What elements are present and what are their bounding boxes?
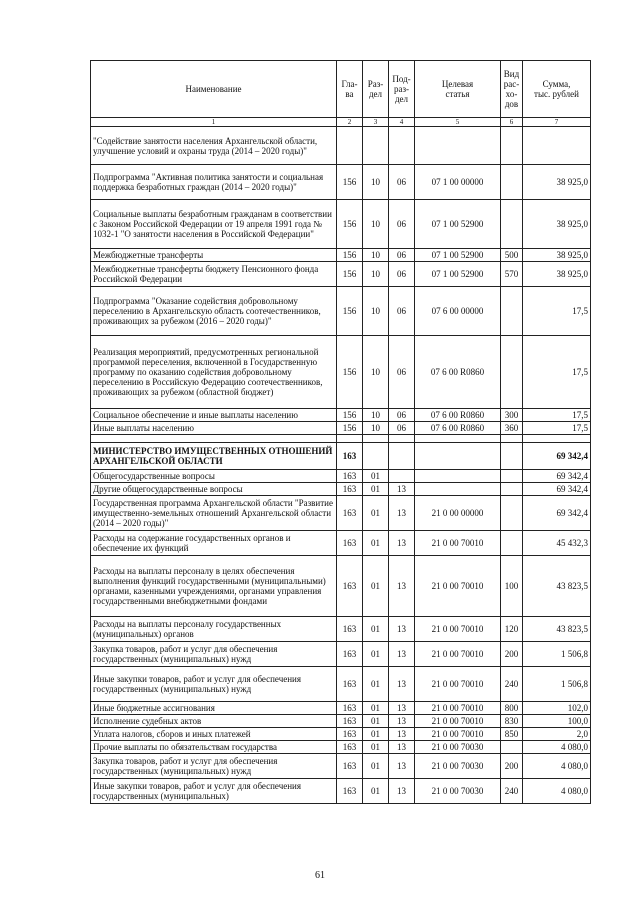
cell-glava: 163 <box>337 617 363 642</box>
cell-celevaya-statya: 21 0 00 70010 <box>415 556 501 617</box>
cell-celevaya-statya: 07 6 00 R0860 <box>415 409 501 422</box>
cell-podrazdel <box>389 443 415 470</box>
column-number: 3 <box>363 118 389 127</box>
cell-podrazdel: 06 <box>389 249 415 262</box>
cell-summa: 4 080,0 <box>523 779 591 804</box>
cell-podrazdel: 06 <box>389 287 415 336</box>
spacer-cell <box>501 435 523 443</box>
table-row <box>91 496 591 531</box>
cell-name: Уплата налогов, сборов и иных платежей <box>91 728 337 741</box>
cell-summa: 4 080,0 <box>523 754 591 779</box>
cell-name: Прочие выплаты по обязательствам государства <box>91 741 337 754</box>
cell-podrazdel: 06 <box>389 409 415 422</box>
cell-podrazdel <box>389 470 415 483</box>
cell-celevaya-statya <box>415 470 501 483</box>
cell-celevaya-statya <box>415 127 501 165</box>
table-body <box>91 127 591 804</box>
cell-name: Государственная программа Архангельской области "Развитие имущественно-земельных отношений Архангельской области (2014 – 2020 годы)" <box>91 496 337 531</box>
table-row <box>91 779 591 804</box>
column-number-row <box>91 118 591 127</box>
header-razdel: Раз- дел <box>363 61 389 118</box>
cell-podrazdel <box>389 127 415 165</box>
table-row <box>91 127 591 165</box>
cell-glava <box>337 127 363 165</box>
cell-podrazdel: 06 <box>389 262 415 287</box>
spacer-row <box>91 435 591 443</box>
table-row <box>91 483 591 496</box>
cell-glava: 156 <box>337 336 363 409</box>
table-row <box>91 470 591 483</box>
table-row <box>91 249 591 262</box>
header-glava: Гла- ва <box>337 61 363 118</box>
cell-podrazdel: 13 <box>389 741 415 754</box>
cell-razdel: 01 <box>363 741 389 754</box>
cell-razdel: 10 <box>363 336 389 409</box>
cell-razdel <box>363 443 389 470</box>
table-row <box>91 617 591 642</box>
cell-name: "Содействие занятости населения Архангельской области, улучшение условий и охраны труда (2014 – 2020 годы)" <box>91 127 337 165</box>
spacer-cell <box>337 435 363 443</box>
cell-vid-rashodov: 200 <box>501 754 523 779</box>
cell-razdel: 10 <box>363 249 389 262</box>
column-number: 4 <box>389 118 415 127</box>
cell-name: Иные выплаты населению <box>91 422 337 435</box>
cell-name: МИНИСТЕРСТВО ИМУЩЕСТВЕННЫХ ОТНОШЕНИЙ АРХАНГЕЛЬСКОЙ ОБЛАСТИ <box>91 443 337 470</box>
cell-podrazdel: 13 <box>389 642 415 667</box>
cell-vid-rashodov: 360 <box>501 422 523 435</box>
cell-name: Реализация мероприятий, предусмотренных региональной программой переселения, включенной в Государственную программу по оказанию содействия добровольному переселению в Российскую Федерацию соотечественников, проживающих за рубежом (областной бюджет) <box>91 336 337 409</box>
cell-celevaya-statya: 21 0 00 70030 <box>415 754 501 779</box>
cell-summa: 69 342,4 <box>523 483 591 496</box>
cell-glava: 163 <box>337 556 363 617</box>
cell-glava: 163 <box>337 741 363 754</box>
cell-celevaya-statya: 07 1 00 00000 <box>415 165 501 200</box>
cell-vid-rashodov: 850 <box>501 728 523 741</box>
cell-podrazdel: 13 <box>389 617 415 642</box>
cell-name: Закупка товаров, работ и услуг для обеспечения государственных (муниципальных) нужд <box>91 754 337 779</box>
table-row <box>91 422 591 435</box>
cell-razdel: 01 <box>363 617 389 642</box>
cell-razdel: 10 <box>363 165 389 200</box>
cell-name: Подпрограмма "Активная политика занятости и социальная поддержка безработных граждан (2014 – 2020 годы)" <box>91 165 337 200</box>
cell-vid-rashodov <box>501 127 523 165</box>
cell-name: Закупка товаров, работ и услуг для обеспечения государственных (муниципальных) нужд <box>91 642 337 667</box>
cell-podrazdel: 06 <box>389 422 415 435</box>
cell-summa: 69 342,4 <box>523 470 591 483</box>
cell-vid-rashodov <box>501 741 523 754</box>
cell-razdel: 01 <box>363 667 389 702</box>
cell-vid-rashodov: 240 <box>501 667 523 702</box>
cell-celevaya-statya: 21 0 00 70010 <box>415 715 501 728</box>
cell-summa: 17,5 <box>523 287 591 336</box>
cell-summa: 17,5 <box>523 336 591 409</box>
cell-summa: 69 342,4 <box>523 496 591 531</box>
cell-celevaya-statya <box>415 483 501 496</box>
cell-summa: 1 506,8 <box>523 667 591 702</box>
cell-podrazdel: 06 <box>389 336 415 409</box>
cell-summa: 100,0 <box>523 715 591 728</box>
cell-glava: 156 <box>337 422 363 435</box>
cell-vid-rashodov <box>501 200 523 249</box>
cell-podrazdel: 13 <box>389 702 415 715</box>
cell-glava: 163 <box>337 728 363 741</box>
cell-name: Другие общегосударственные вопросы <box>91 483 337 496</box>
cell-razdel: 01 <box>363 531 389 556</box>
table-row <box>91 754 591 779</box>
cell-vid-rashodov: 500 <box>501 249 523 262</box>
cell-summa: 69 342,4 <box>523 443 591 470</box>
cell-celevaya-statya: 07 1 00 52900 <box>415 249 501 262</box>
cell-vid-rashodov <box>501 336 523 409</box>
table-row <box>91 702 591 715</box>
cell-celevaya-statya: 21 0 00 70010 <box>415 728 501 741</box>
cell-razdel: 01 <box>363 779 389 804</box>
cell-celevaya-statya: 21 0 00 70010 <box>415 617 501 642</box>
cell-podrazdel: 13 <box>389 531 415 556</box>
table-row <box>91 262 591 287</box>
cell-podrazdel: 13 <box>389 754 415 779</box>
cell-name: Иные бюджетные ассигнования <box>91 702 337 715</box>
cell-vid-rashodov <box>501 165 523 200</box>
table-row <box>91 443 591 470</box>
cell-podrazdel: 13 <box>389 483 415 496</box>
cell-summa: 17,5 <box>523 409 591 422</box>
cell-podrazdel: 13 <box>389 728 415 741</box>
cell-celevaya-statya: 21 0 00 70010 <box>415 531 501 556</box>
cell-razdel: 01 <box>363 470 389 483</box>
spacer-cell <box>363 435 389 443</box>
cell-summa: 43 823,5 <box>523 556 591 617</box>
cell-celevaya-statya: 07 1 00 52900 <box>415 262 501 287</box>
cell-name: Подпрограмма "Оказание содействия добровольному переселению в Архангельскую область соотечественников, проживающих за рубежом (2016 – 2020 годы)" <box>91 287 337 336</box>
cell-vid-rashodov <box>501 531 523 556</box>
cell-podrazdel: 13 <box>389 779 415 804</box>
cell-razdel: 01 <box>363 715 389 728</box>
cell-summa: 102,0 <box>523 702 591 715</box>
cell-celevaya-statya: 21 0 00 70010 <box>415 642 501 667</box>
cell-vid-rashodov <box>501 496 523 531</box>
table-row <box>91 336 591 409</box>
cell-razdel: 01 <box>363 556 389 617</box>
header-summa: Сумма, тыс. рублей <box>523 61 591 118</box>
cell-name: Расходы на выплаты персоналу в целях обеспечения выполнения функций государственными (муниципальными) органами, казенными учреждениями, органами управления государственными внебюджетными фондами <box>91 556 337 617</box>
cell-name: Межбюджетные трансферты <box>91 249 337 262</box>
cell-glava: 156 <box>337 262 363 287</box>
cell-summa <box>523 127 591 165</box>
table-row <box>91 741 591 754</box>
spacer-cell <box>389 435 415 443</box>
cell-summa: 2,0 <box>523 728 591 741</box>
cell-vid-rashodov: 240 <box>501 779 523 804</box>
cell-razdel: 10 <box>363 422 389 435</box>
cell-summa: 43 823,5 <box>523 617 591 642</box>
table-row <box>91 409 591 422</box>
cell-glava: 163 <box>337 496 363 531</box>
cell-name: Социальное обеспечение и иные выплаты населению <box>91 409 337 422</box>
header-name: Наименование <box>91 61 337 118</box>
cell-glava: 156 <box>337 165 363 200</box>
header-row <box>91 61 591 118</box>
cell-glava: 163 <box>337 642 363 667</box>
column-number: 5 <box>415 118 501 127</box>
cell-celevaya-statya: 07 6 00 R0860 <box>415 336 501 409</box>
cell-podrazdel: 13 <box>389 667 415 702</box>
cell-glava: 163 <box>337 779 363 804</box>
cell-vid-rashodov <box>501 470 523 483</box>
cell-celevaya-statya: 21 0 00 70010 <box>415 667 501 702</box>
cell-vid-rashodov: 200 <box>501 642 523 667</box>
cell-podrazdel: 06 <box>389 165 415 200</box>
column-number: 2 <box>337 118 363 127</box>
cell-podrazdel: 13 <box>389 715 415 728</box>
cell-celevaya-statya: 07 6 00 R0860 <box>415 422 501 435</box>
cell-name: Межбюджетные трансферты бюджету Пенсионного фонда Российской Федерации <box>91 262 337 287</box>
table-row <box>91 642 591 667</box>
cell-glava: 163 <box>337 470 363 483</box>
header-celevaya-statya: Целевая статья <box>415 61 501 118</box>
table-row <box>91 287 591 336</box>
cell-celevaya-statya: 21 0 00 00000 <box>415 496 501 531</box>
cell-podrazdel: 13 <box>389 556 415 617</box>
cell-summa: 38 925,0 <box>523 262 591 287</box>
cell-glava: 163 <box>337 531 363 556</box>
cell-vid-rashodov: 830 <box>501 715 523 728</box>
cell-summa: 17,5 <box>523 422 591 435</box>
cell-celevaya-statya: 21 0 00 70010 <box>415 702 501 715</box>
cell-razdel: 01 <box>363 483 389 496</box>
header-vid-rashodov: Вид рас- хо- дов <box>501 61 523 118</box>
cell-vid-rashodov: 300 <box>501 409 523 422</box>
cell-summa: 38 925,0 <box>523 200 591 249</box>
cell-name: Расходы на содержание государственных органов и обеспечение их функций <box>91 531 337 556</box>
spacer-cell <box>415 435 501 443</box>
cell-summa: 38 925,0 <box>523 249 591 262</box>
column-number: 7 <box>523 118 591 127</box>
budget-table <box>90 60 591 804</box>
cell-razdel: 10 <box>363 200 389 249</box>
cell-celevaya-statya: 21 0 00 70030 <box>415 779 501 804</box>
cell-razdel: 01 <box>363 702 389 715</box>
cell-razdel: 01 <box>363 754 389 779</box>
cell-vid-rashodov: 800 <box>501 702 523 715</box>
table-row <box>91 667 591 702</box>
header-podrazdel: Под- раз- дел <box>389 61 415 118</box>
cell-glava: 163 <box>337 667 363 702</box>
cell-vid-rashodov <box>501 483 523 496</box>
cell-razdel: 10 <box>363 409 389 422</box>
cell-glava: 156 <box>337 200 363 249</box>
cell-name: Иные закупки товаров, работ и услуг для обеспечения государственных (муниципальных) нужд <box>91 667 337 702</box>
cell-glava: 163 <box>337 443 363 470</box>
cell-glava: 156 <box>337 249 363 262</box>
cell-celevaya-statya: 21 0 00 70030 <box>415 741 501 754</box>
table-row <box>91 556 591 617</box>
page-number: 61 <box>315 870 325 881</box>
cell-razdel <box>363 127 389 165</box>
cell-celevaya-statya: 07 1 00 52900 <box>415 200 501 249</box>
cell-glava: 163 <box>337 702 363 715</box>
cell-razdel: 01 <box>363 728 389 741</box>
cell-glava: 163 <box>337 754 363 779</box>
cell-summa: 45 432,3 <box>523 531 591 556</box>
cell-razdel: 01 <box>363 642 389 667</box>
cell-summa: 38 925,0 <box>523 165 591 200</box>
cell-vid-rashodov <box>501 443 523 470</box>
table-row <box>91 531 591 556</box>
cell-celevaya-statya <box>415 443 501 470</box>
cell-glava: 156 <box>337 287 363 336</box>
cell-summa: 1 506,8 <box>523 642 591 667</box>
cell-name: Расходы на выплаты персоналу государственных (муниципальных) органов <box>91 617 337 642</box>
cell-name: Общегосударственные вопросы <box>91 470 337 483</box>
cell-name: Исполнение судебных актов <box>91 715 337 728</box>
cell-glava: 163 <box>337 483 363 496</box>
cell-glava: 156 <box>337 409 363 422</box>
cell-celevaya-statya: 07 6 00 00000 <box>415 287 501 336</box>
spacer-cell <box>523 435 591 443</box>
cell-vid-rashodov <box>501 287 523 336</box>
cell-vid-rashodov: 100 <box>501 556 523 617</box>
cell-razdel: 01 <box>363 496 389 531</box>
spacer-cell <box>91 435 337 443</box>
table-row <box>91 200 591 249</box>
cell-name: Социальные выплаты безработным гражданам в соответствии с Законом Российской Федерации от 19 апреля 1991 года № 1032-1 "О занятости населения в Российской Федерации" <box>91 200 337 249</box>
cell-vid-rashodov: 570 <box>501 262 523 287</box>
cell-name: Иные закупки товаров, работ и услуг для обеспечения государственных (муниципальных) <box>91 779 337 804</box>
cell-podrazdel: 06 <box>389 200 415 249</box>
cell-podrazdel: 13 <box>389 496 415 531</box>
cell-summa: 4 080,0 <box>523 741 591 754</box>
table-row <box>91 165 591 200</box>
cell-glava: 163 <box>337 715 363 728</box>
cell-razdel: 10 <box>363 262 389 287</box>
table-row <box>91 728 591 741</box>
cell-vid-rashodov: 120 <box>501 617 523 642</box>
column-number: 6 <box>501 118 523 127</box>
cell-razdel: 10 <box>363 287 389 336</box>
table-row <box>91 715 591 728</box>
column-number: 1 <box>91 118 337 127</box>
